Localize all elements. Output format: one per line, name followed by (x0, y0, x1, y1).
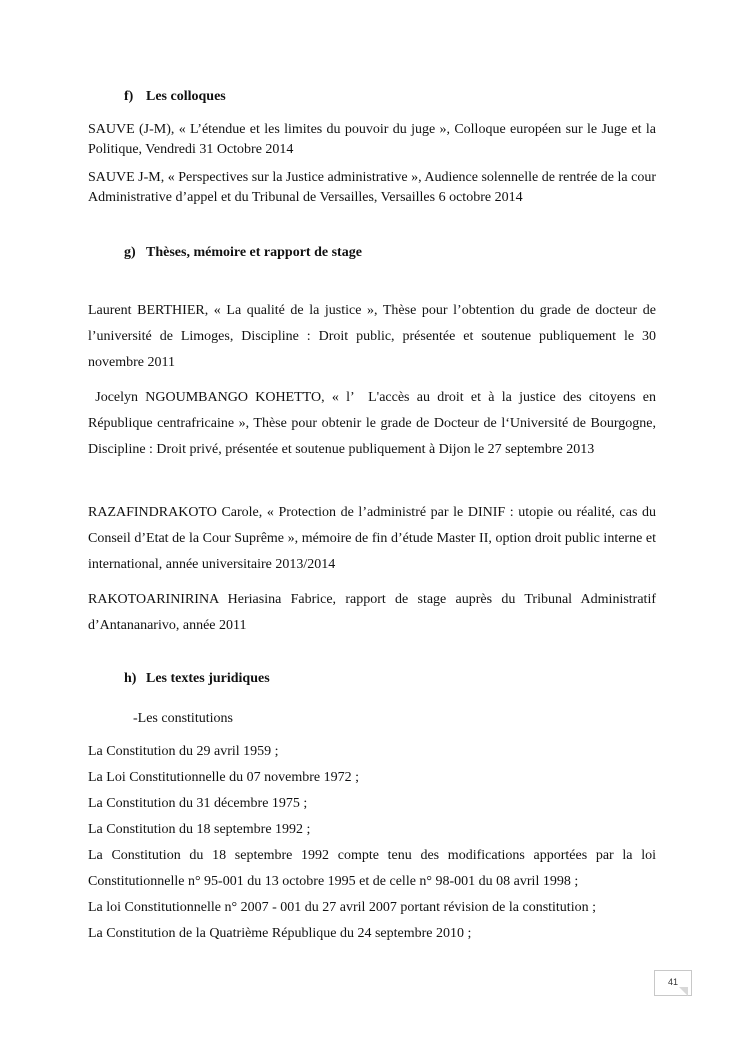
constitutions-subheading: -Les constitutions (133, 711, 233, 726)
constitution-line-8: La Constitution de la Quatrième République du 24 septembre 2010 ; (88, 926, 472, 941)
section-g-title: Thèses, mémoire et rapport de stage (146, 245, 362, 260)
thesis-entry-berthier: Laurent BERTHIER, « La qualité de la justice », Thèse pour l’obtention du grade de docteur de l’université de Limoges, Discipline : Droit public, présentée et soutenue publiquement le 30 novembre 2011 (88, 303, 656, 370)
constitution-line-2: La Loi Constitutionnelle du 07 novembre 1972 ; (88, 770, 360, 785)
section-g-letter: g) (124, 245, 136, 260)
page-number-box (654, 970, 692, 996)
section-h-heading (124, 671, 270, 687)
section-f-heading (124, 89, 226, 105)
section-g-heading (124, 245, 362, 261)
constitution-line-7: La loi Constitutionnelle n° 2007 - 001 du 27 avril 2007 portant révision de la constitution ; (88, 900, 596, 915)
section-f-letter: f) (124, 89, 134, 104)
section-h-title: Les textes juridiques (146, 671, 270, 686)
constitution-line-1: La Constitution du 29 avril 1959 ; (88, 744, 279, 759)
section-h-letter: h) (124, 671, 137, 686)
memoire-entry-razafindrakoto: RAZAFINDRAKOTO Carole, « Protection de l’administré par le DINIF : utopie ou réalité, cas du Conseil d’Etat de la Cour Suprême », mémoire de fin d’étude Master II, option droit public interne et international, année universitaire 2013/2014 (88, 505, 656, 572)
page-curl-icon (679, 987, 688, 996)
constitution-line-5: La Constitution du 18 septembre 1992 compte tenu des modifications apportées par la loi (88, 848, 656, 863)
colloque-entry-2: SAUVE J-M, « Perspectives sur la Justice administrative », Audience solennelle de rentrée de la cour Administrative d’appel et du Tribunal de Versailles, Versailles 6 octobre 2014 (88, 170, 657, 205)
constitution-line-4: La Constitution du 18 septembre 1992 ; (88, 822, 311, 837)
section-f-title: Les colloques (146, 89, 226, 104)
colloque-entry-1: SAUVE (J-M), « L’étendue et les limites du pouvoir du juge », Colloque européen sur le Juge et la Politique, Vendredi 31 Octobre 2014 (88, 122, 656, 157)
thesis-entry-ngoumbango: Jocelyn NGOUMBANGO KOHETTO, « l’ L'accès au droit et à la justice des citoyens en République centrafricaine », Thèse pour obtenir le grade de Docteur de l‘Université de Bourgogne, Discipline : Droit privé, présentée et soutenue publiquement à Dijon le 27 septembre 2013 (88, 390, 660, 457)
page-number: 41 (667, 977, 678, 987)
constitution-line-3: La Constitution du 31 décembre 1975 ; (88, 796, 308, 811)
stage-report-entry-rakotoarinirina: RAKOTOARINIRINA Heriasina Fabrice, rapport de stage auprès du Tribunal Administratif d’Antananarivo, année 2011 (88, 592, 656, 633)
constitution-line-6: Constitutionnelle n° 95-001 du 13 octobre 1995 et de celle n° 98-001 du 08 avril 1998 ; (88, 874, 579, 889)
